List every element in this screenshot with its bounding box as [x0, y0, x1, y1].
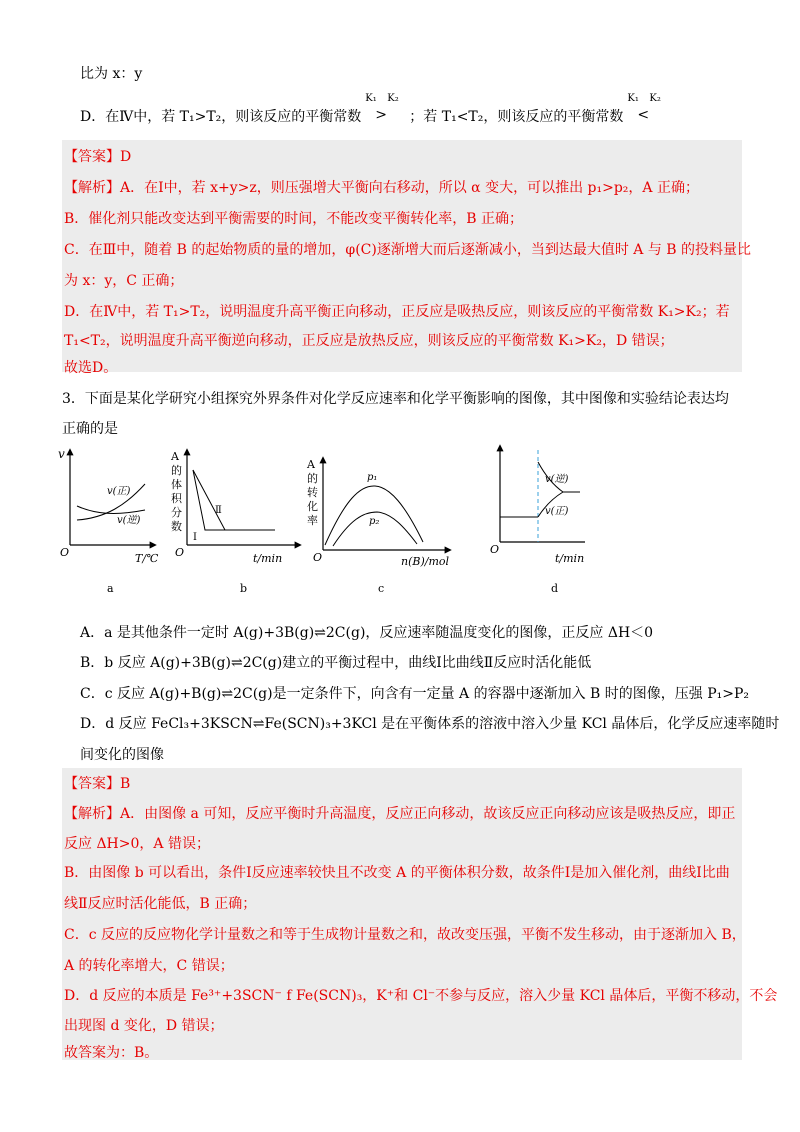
axis-label: n(B)/mol: [401, 555, 450, 568]
option-b: B．b 反应 A(g)+3B(g)⇌2C(g)建立的平衡过程中，曲线Ⅰ比曲线Ⅱ反应时活化能低: [80, 655, 592, 671]
question-3-stem: 正确的是: [62, 421, 118, 437]
curve-II: [193, 470, 275, 530]
explanation-line: C．在Ⅲ中，随着 B 的起始物质的量的增加，φ(C)逐渐增大而后逐渐减小，当到达最大值时 A 与 B 的投料量比: [64, 242, 752, 258]
explanation-line: 【解析】A．在Ⅰ中，若 x+y>z，则压强增大平衡向右移动，所以 α 变大，可以推出 p₁>p₂，A 正确；: [64, 180, 699, 196]
answer-label-2: 【答案】B: [64, 776, 131, 792]
curve-label: v(逆): [117, 515, 141, 526]
curve-label: v(正): [107, 486, 131, 497]
figure-a: [58, 447, 159, 595]
answer-label-1: 【答案】D: [64, 149, 132, 165]
explanation-line: B．催化剂只能改变达到平衡需要的时间，不能改变平衡转化率，B 正确；: [64, 211, 524, 227]
axis-label: t/min: [253, 552, 283, 565]
origin-label: O: [60, 546, 70, 559]
explanation-line: 反应 ΔH>0，A 错误；: [64, 836, 210, 852]
option-d: D．d 反应 FeCl₃+3KSCN⇌Fe(SCN)₃+3KCl 是在平衡体系的溶液中溶入少量 KCl 晶体后，化学反应速率随时: [80, 716, 780, 732]
explanation-line: C．c 反应的反应物化学计量数之和等于生成物计量数之和，故改变压强，平衡不发生移动，由于逐渐加入 B，: [64, 927, 746, 943]
explanation-line: 线Ⅱ反应时活化能低，B 正确；: [64, 896, 257, 912]
figure-c: [306, 458, 450, 595]
explanation-line: 故答案为：B。: [64, 1045, 159, 1061]
figure-d: [490, 446, 585, 595]
curve-I: [193, 470, 235, 530]
curve-v-reverse: [77, 506, 145, 513]
axis-label: A 的体积分数: [171, 450, 182, 533]
question-3-stem: 3．下面是某化学研究小组探究外界条件对化学反应速率和化学平衡影响的图像，其中图像和实验结论表达均: [62, 391, 729, 407]
axis-label: T/℃: [135, 552, 159, 565]
curve-label: Ⅱ: [215, 505, 222, 516]
curve-label: p₂: [369, 516, 380, 527]
figure-caption: b: [240, 582, 248, 595]
curve-label: p₁: [367, 472, 378, 483]
explanation-line: B．由图像 b 可以看出，条件Ⅰ反应速率较快且不改变 A 的平衡体积分数，故条件Ⅰ是加入催化剂，曲线Ⅰ比曲: [64, 865, 730, 881]
explanation-line: A 的转化率增大，C 错误；: [64, 958, 234, 974]
figure-caption: a: [107, 582, 114, 595]
prev-question-line: 比为 x：y: [80, 66, 143, 82]
curve-label: v(正): [545, 506, 569, 517]
figure-b: [170, 450, 300, 595]
origin-label: O: [175, 546, 185, 559]
curve-label: v(逆): [545, 474, 569, 485]
axis-label: t/min: [555, 552, 585, 565]
option-d-cont: 间变化的图像: [80, 747, 164, 763]
origin-label: O: [490, 543, 500, 556]
option-c: C．c 反应 A(g)+B(g)⇌2C(g)是一定条件下，向含有一定量 A 的容器中逐渐加入 B 时的图像，压强 P₁>P₂: [80, 686, 750, 702]
explanation-line: 出现图 d 变化，D 错误；: [64, 1018, 224, 1034]
explanation-line: T₁<T₂，说明温度升高平衡逆向移动，正反应是放热反应，则该反应的平衡常数 K₁>K₂，D 错误；: [64, 333, 674, 349]
figure-caption: c: [378, 582, 385, 595]
explanation-line: 故选D。: [64, 360, 118, 376]
axis-label: v: [58, 447, 65, 461]
axis-label: A 的转化率: [307, 458, 318, 527]
prev-option-d: D．在Ⅳ中，若 T₁>T₂，则该反应的平衡常数 K₁ > K₂ ；若 T₁<T₂，则该反应的平衡常数 K₁ < K₂: [80, 106, 671, 126]
figure-group: [55, 440, 585, 605]
explanation-line: 为 x：y，C 正确；: [64, 273, 184, 289]
k-ratio-1: K₁ > K₂: [365, 93, 399, 123]
origin-label: O: [313, 551, 323, 564]
explanation-line: D．在Ⅳ中，若 T₁>T₂，说明温度升高平衡正向移动，正反应是吸热反应，则该反应的平衡常数 K₁>K₂；若: [64, 304, 730, 320]
explanation-line: 【解析】A．由图像 a 可知，反应平衡时升高温度，反应正向移动，故该反应正向移动应该是吸热反应，即正: [64, 806, 736, 822]
explanation-line: D．d 反应的本质是 Fe³⁺+3SCN⁻ f Fe(SCN)₃，K⁺和 Cl⁻不参与反应，溶入少量 KCl 晶体后，平衡不移动，不会: [64, 988, 778, 1004]
figure-caption: d: [551, 582, 559, 595]
curve-label: Ⅰ: [193, 532, 197, 543]
k-ratio-2: K₁ < K₂: [627, 93, 661, 123]
option-a: A．a 是其他条件一定时 A(g)+3B(g)⇌2C(g)，反应速率随温度变化的图像，正反应 ΔH＜0: [80, 625, 654, 641]
